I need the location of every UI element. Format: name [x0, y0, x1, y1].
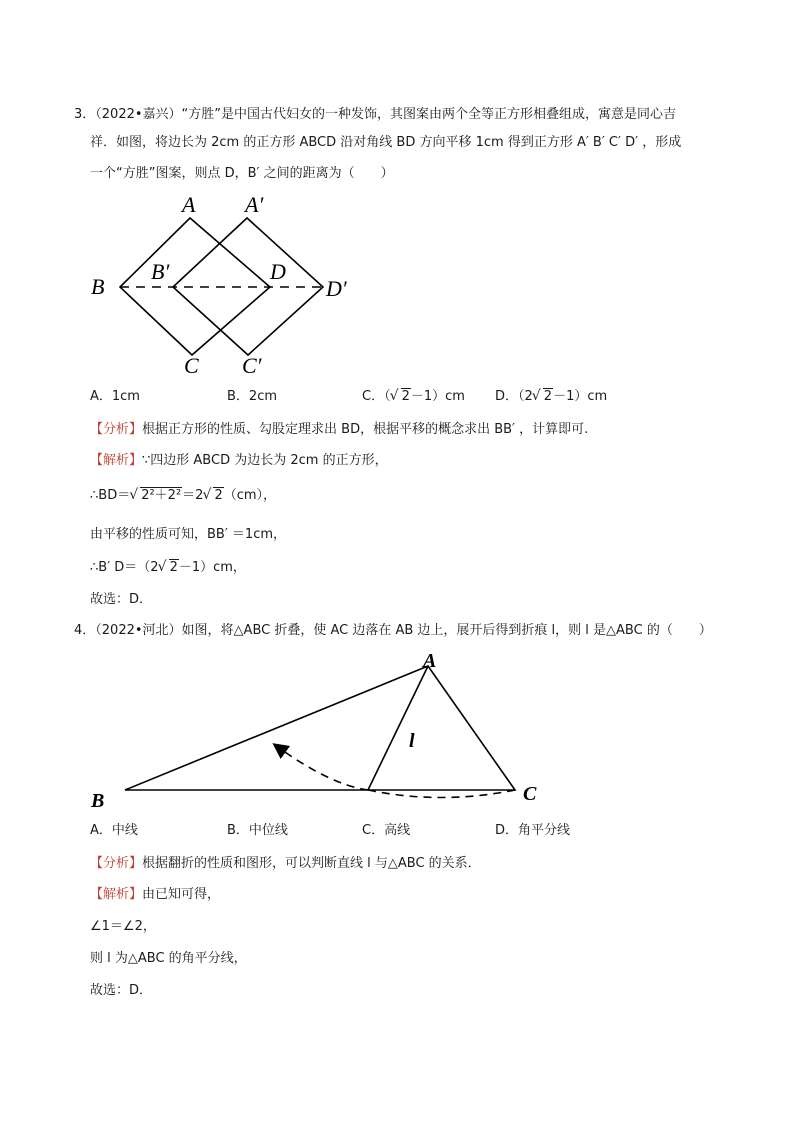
q4-solution-line3: 则 l 为△ABC 的角平分线，: [90, 951, 247, 966]
q3-analysis: [90, 421, 588, 439]
q3-option-d: D．（2√ 2－1）cm: [495, 388, 607, 406]
label-B-prime: B′: [151, 259, 170, 284]
q4-analysis: [90, 855, 481, 873]
fold-line-l: [368, 666, 428, 790]
q3-line3: 一个“方胜”图案，则点 D，B′ 之间的距离为（ ）: [90, 166, 394, 181]
fold-arc-arrow: [275, 745, 368, 790]
q4-figure: [85, 645, 555, 815]
q3-number: 3．: [74, 107, 96, 122]
label-D-prime: D′: [326, 276, 347, 301]
q3-solution-line1: 【解析】∵四边形 ABCD 为边长为 2cm 的正方形，: [90, 453, 388, 468]
q3-options: [90, 388, 690, 408]
q3-analysis-tag: 【分析】: [90, 422, 143, 437]
q4-analysis-text: 根据翻折的性质和图形，可以判断直线 l 与△ABC 的关系．: [142, 856, 481, 871]
q3-solution-line2: ∴BD＝√ 2²＋2²＝2√ 2（cm），: [90, 487, 276, 505]
q3-answer: 故选：D．: [90, 592, 153, 607]
q4-line1: [74, 622, 712, 640]
q3-line1: [74, 106, 676, 124]
fold-arc-bottom: [368, 790, 515, 798]
q3-option-c: C．（√ 2－1）cm: [362, 388, 465, 406]
label-B: B: [91, 790, 105, 812]
q3-option-a: A．1cm: [90, 389, 140, 404]
q4-solution-tag: 【解析】: [90, 887, 143, 902]
q4-option-c: C．高线: [362, 823, 411, 838]
label-D: D: [270, 259, 286, 284]
q4-solution-line1: 【解析】由已知可得，: [90, 887, 221, 902]
q4-answer: 故选：D．: [90, 983, 153, 998]
q3-option-b: B．2cm: [227, 389, 278, 404]
q3-solution-tag: 【解析】: [90, 453, 143, 468]
q4-options: [90, 822, 690, 842]
q4-number: 4．: [74, 623, 96, 638]
label-A: A: [182, 192, 196, 217]
label-C: C: [184, 353, 199, 378]
triangle-abc: [125, 666, 515, 790]
q4-option-d: D．角平分线: [495, 823, 571, 838]
q4-source: （2022•河北）: [95, 623, 182, 638]
q3-solution-line3: 由平移的性质可知，BB′ ＝1cm，: [90, 527, 287, 542]
q3-solution-line4: ∴B′ D＝（2√ 2－1）cm，: [90, 559, 246, 577]
q3-line1-text: “方胜”是中国古代妇女的一种发饰，其图案由两个全等正方形相叠组成，寓意是同心吉: [181, 107, 677, 122]
q4-solution-line2: ∠1＝∠2，: [90, 919, 156, 934]
label-C-prime: C′: [242, 353, 262, 378]
q4-option-b: B．中位线: [227, 823, 288, 838]
q4-option-a: A．中线: [90, 823, 138, 838]
label-A-prime: A′: [245, 192, 264, 217]
label-C: C: [523, 783, 537, 805]
q3-analysis-text: 根据正方形的性质、勾股定理求出 BD，根据平移的概念求出 BB′ ，计算即可.: [142, 422, 589, 437]
label-l: l: [409, 730, 415, 752]
q3-figure: [80, 190, 380, 380]
q4-line1-text: 如图，将△ABC 折叠，使 AC 边落在 AB 边上，展开后得到折痕 l，则 l 是△ABC 的（ ）: [181, 623, 712, 638]
q3-source: （2022•嘉兴）: [95, 107, 182, 122]
label-A: A: [423, 650, 437, 672]
q4-analysis-tag: 【分析】: [90, 856, 143, 871]
label-B: B: [91, 274, 105, 299]
q3-line2: 祥．如图，将边长为 2cm 的正方形 ABCD 沿对角线 BD 方向平移 1cm 得到正方形 A′ B′ C′ D′ ，形成: [90, 135, 682, 150]
